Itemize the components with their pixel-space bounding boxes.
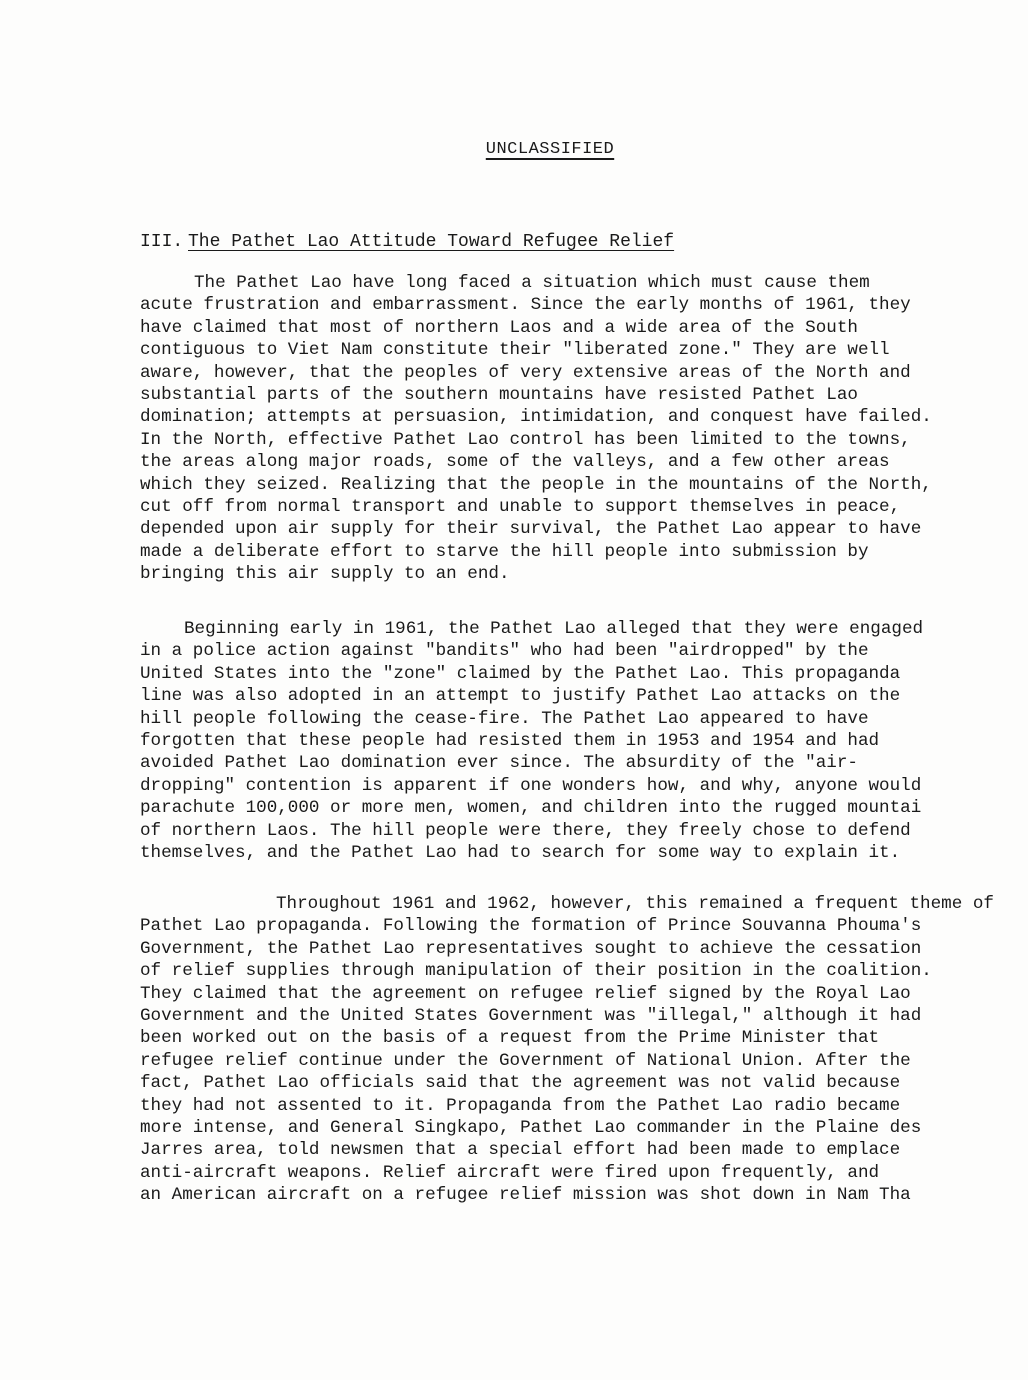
section-number: III. bbox=[140, 232, 184, 252]
text-line: line was also adopted in an attempt to justify Pathet Lao attacks on the bbox=[140, 686, 901, 707]
text-line: Throughout 1961 and 1962, however, this remained a frequent theme of bbox=[276, 894, 994, 914]
text-line: avoided Pathet Lao domination ever since. The absurdity of the "air- bbox=[140, 753, 858, 774]
text-line: substantial parts of the southern mountains have resisted Pathet Lao bbox=[140, 384, 858, 405]
section-heading bbox=[140, 232, 960, 252]
text-line: They claimed that the agreement on refugee relief signed by the Royal Lao bbox=[140, 983, 911, 1004]
text-line: The Pathet Lao have long faced a situation which must cause them bbox=[194, 273, 870, 293]
text-line: anti-aircraft weapons. Relief aircraft were fired upon frequently, and bbox=[140, 1162, 880, 1183]
section-title: The Pathet Lao Attitude Toward Refugee Relief bbox=[188, 232, 675, 252]
text-line: made a deliberate effort to starve the hill people into submission by bbox=[140, 541, 869, 562]
text-line: Pathet Lao propaganda. Following the formation of Prince Souvanna Phouma's bbox=[140, 916, 922, 937]
text-line: fact, Pathet Lao officials said that the agreement was not valid because bbox=[140, 1073, 901, 1094]
text-line: themselves, and the Pathet Lao had to search for some way to explain it. bbox=[140, 842, 901, 863]
text-line: of northern Laos. The hill people were there, they freely chose to defend bbox=[140, 820, 911, 841]
text-line: domination; attempts at persuasion, intimidation, and conquest have failed. bbox=[140, 407, 932, 428]
text-line: in a police action against "bandits" who had been "airdropped" by the bbox=[140, 641, 869, 662]
text-line: cut off from normal transport and unable to support themselves in peace, bbox=[140, 496, 901, 517]
text-line: contiguous to Viet Nam constitute their "liberated zone." They are well bbox=[140, 340, 890, 361]
text-line: aware, however, that the peoples of very extensive areas of the North and bbox=[140, 362, 911, 383]
text-line: In the North, effective Pathet Lao control has been limited to the towns, bbox=[140, 429, 911, 450]
paragraph-1 bbox=[140, 272, 940, 585]
text-line: refugee relief continue under the Government of National Union. After the bbox=[140, 1050, 911, 1071]
text-line: more intense, and General Singkapo, Pathet Lao commander in the Plaine des bbox=[140, 1117, 922, 1138]
text-line: United States into the "zone" claimed by the Pathet Lao. This propaganda bbox=[140, 663, 901, 684]
text-line: Jarres area, told newsmen that a special effort had been made to emplace bbox=[140, 1140, 901, 1161]
paragraph-3 bbox=[140, 893, 994, 1206]
text-line: forgotten that these people had resisted them in 1953 and 1954 and had bbox=[140, 730, 880, 751]
text-line: the areas along major roads, some of the valleys, and a few other areas bbox=[140, 452, 890, 473]
text-line: they had not assented to it. Propaganda from the Pathet Lao radio became bbox=[140, 1095, 901, 1116]
text-line: Government and the United States Government was "illegal," although it had bbox=[140, 1005, 922, 1026]
text-line: hill people following the cease-fire. The Pathet Lao appeared to have bbox=[140, 708, 869, 729]
text-line: Government, the Pathet Lao representatives sought to achieve the cessation bbox=[140, 938, 922, 959]
text-line: have claimed that most of northern Laos and a wide area of the South bbox=[140, 317, 858, 338]
classification-marking: UNCLASSIFIED bbox=[485, 140, 615, 159]
text-line: been worked out on the basis of a request from the Prime Minister that bbox=[140, 1028, 880, 1049]
text-line: of relief supplies through manipulation of their position in the coalition. bbox=[140, 961, 932, 982]
text-line: depended upon air supply for their survival, the Pathet Lao appear to have bbox=[140, 519, 922, 540]
text-line: bringing this air supply to an end. bbox=[140, 564, 510, 585]
text-line: dropping" contention is apparent if one wonders how, and why, anyone would bbox=[140, 775, 922, 796]
text-line: which they seized. Realizing that the people in the mountains of the North, bbox=[140, 474, 932, 495]
text-line: Beginning early in 1961, the Pathet Lao alleged that they were engaged bbox=[184, 619, 924, 639]
text-line: parachute 100,000 or more men, women, and children into the rugged mountai bbox=[140, 798, 922, 819]
text-line: acute frustration and embarrassment. Since the early months of 1961, they bbox=[140, 295, 911, 316]
paragraph-2 bbox=[140, 618, 940, 864]
text-line: an American aircraft on a refugee relief mission was shot down in Nam Tha bbox=[140, 1185, 911, 1206]
